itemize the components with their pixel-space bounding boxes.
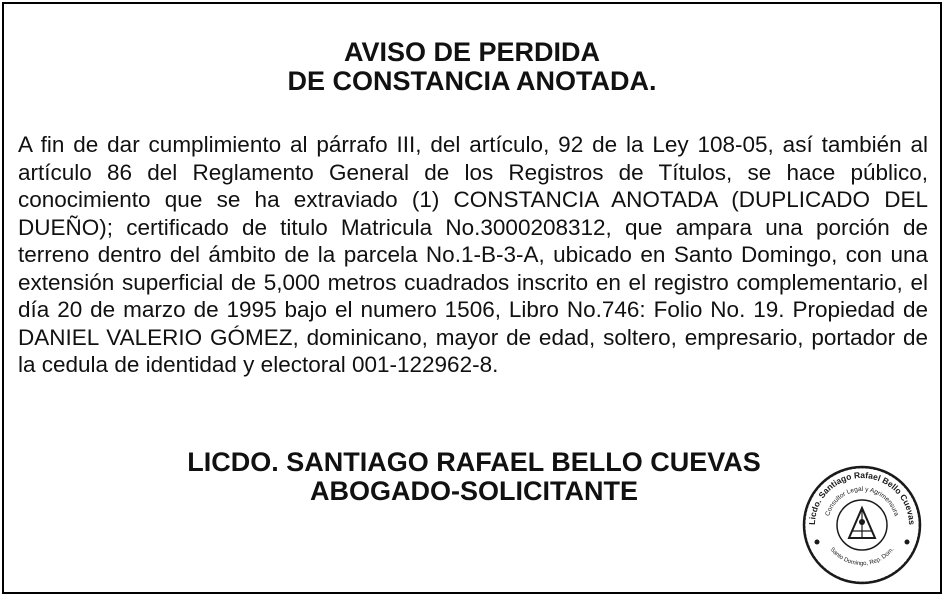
seal-inner-text: Consultor Legal y Agrimensura (824, 485, 900, 517)
title-line-2: DE CONSTANCIA ANOTADA. (287, 66, 657, 96)
notice-body: A fin de dar cumplimiento al párrafo III, del artículo, 92 de la Ley 108-05, así también al artículo 86 del Reglamento General de los Registros de Títulos, se hace público, conocimiento que se ha extraviado (1) CONSTANCIA ANOTADA (DUPLICADO DEL DUEÑO); certificado de titulo Matricula No.3000208312, que ampara una porción de terreno dentro del ámbito de la parcela No.1-B-3-A, ubicado en Santo Domingo, con una extensión superficial de 5,000 metros cuadrados inscrito en el registro complementario, el día 20 de marzo de 1995 bajo el numero 1506, Libro No.746: Folio No. 19. Propiedad de DANIEL VALERIO GÓMEZ, dominicano, mayor de edad, soltero, empresario, portador de la cedula de identidad y electoral 001-122962-8. (18, 132, 928, 377)
signature-block (74, 448, 874, 506)
seal-outer-text: Licdo. Santiago Rafael Bello Cuevas (806, 469, 918, 526)
title-line-1: AVISO DE PERDIDA (343, 37, 601, 67)
seal-emblem-icon (849, 508, 875, 538)
notary-seal-icon (801, 464, 923, 586)
signer-name: LICDO. SANTIAGO RAFAEL BELLO CUEVAS (187, 447, 761, 477)
signer-role: ABOGADO-SOLICITANTE (310, 476, 638, 506)
notice-box (2, 2, 942, 594)
seal-bottom-text: Santo Domingo, Rep. Dom. (828, 546, 896, 568)
notice-title (4, 38, 940, 96)
